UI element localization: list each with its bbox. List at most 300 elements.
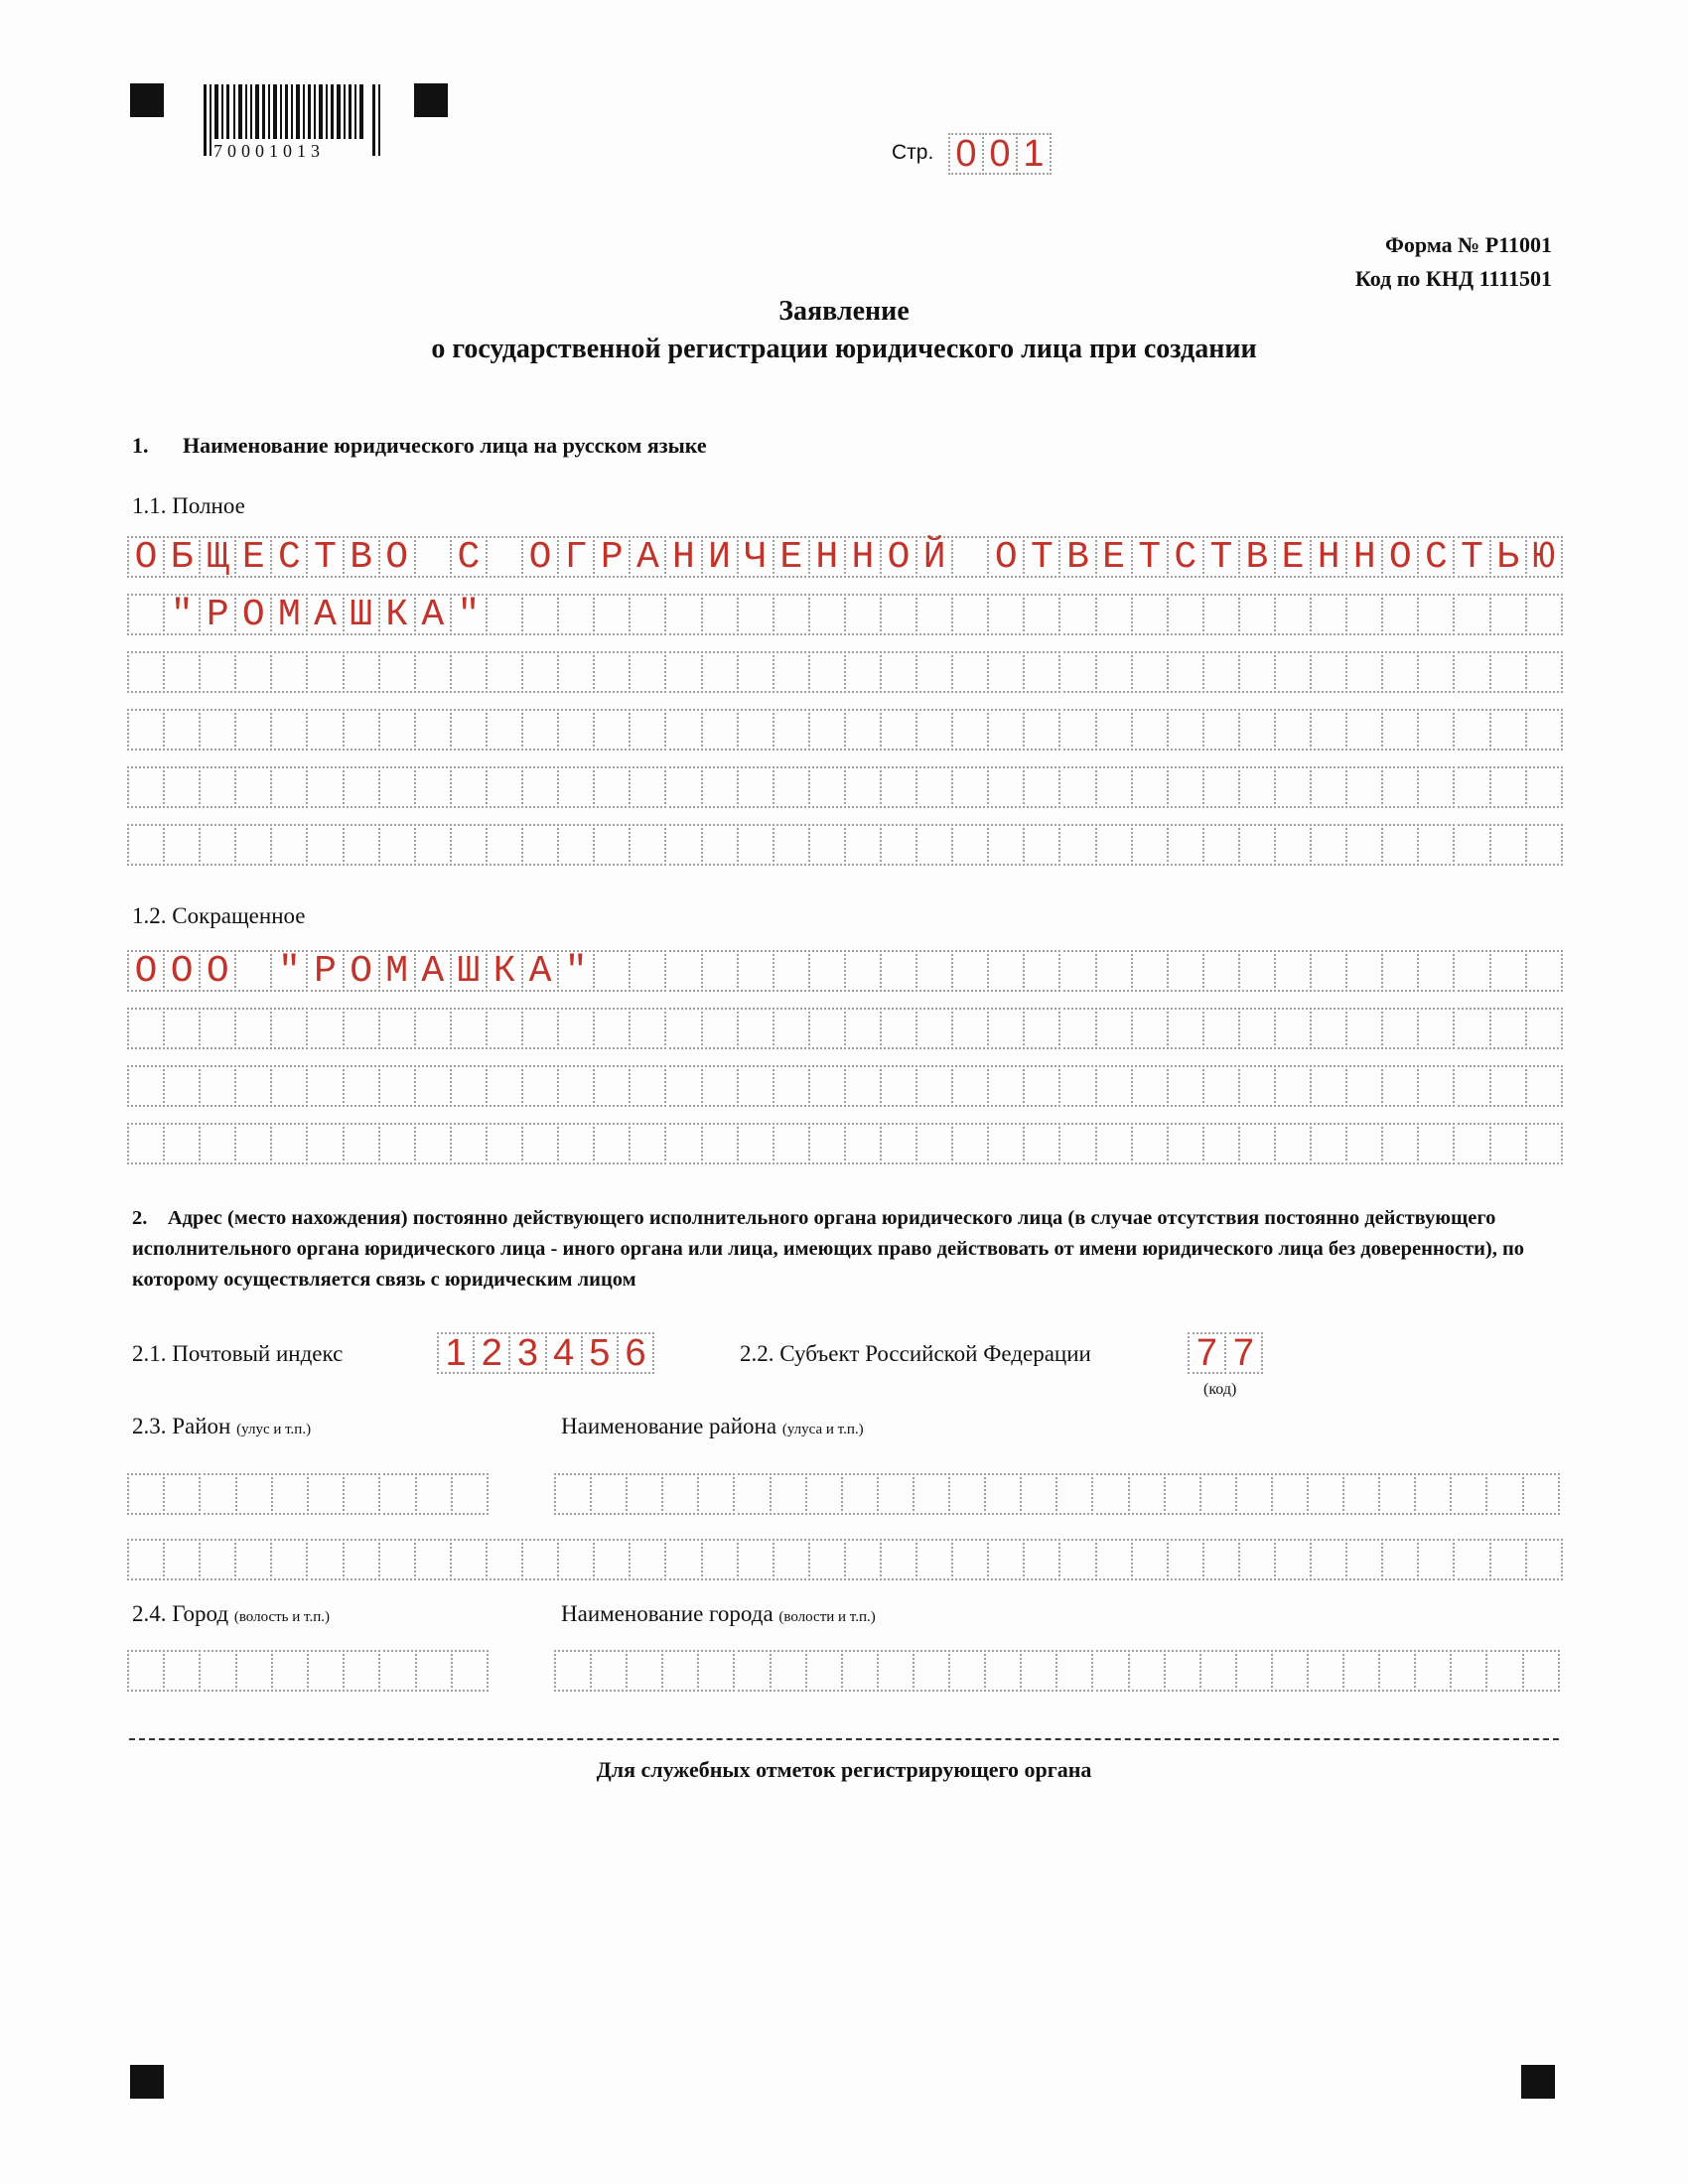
char-cell (127, 766, 165, 808)
char-cell (773, 1123, 810, 1164)
char-cell (1023, 824, 1060, 866)
char-cell (1453, 651, 1490, 693)
char-cell (629, 1008, 666, 1049)
char-cell (1310, 1539, 1347, 1580)
char-cell (1525, 651, 1563, 693)
char-cell (235, 1650, 273, 1692)
char-cell (1058, 709, 1096, 751)
char-cell (1095, 950, 1133, 992)
char-cell (1489, 709, 1527, 751)
char-cell (1131, 1539, 1169, 1580)
char-cell (127, 1008, 165, 1049)
char-cell (1238, 594, 1276, 635)
char-cell (163, 1473, 201, 1515)
char-cell (1489, 1123, 1527, 1164)
char-cell (593, 824, 631, 866)
short-name-row[interactable] (127, 1008, 1561, 1049)
full-name-row[interactable] (127, 766, 1561, 808)
char-cell (701, 1539, 739, 1580)
char-cell (378, 766, 416, 808)
char-cell: И (701, 536, 739, 578)
char-cell (701, 824, 739, 866)
district-name-label-text: Наименование района (561, 1414, 777, 1438)
char-cell (1525, 709, 1563, 751)
char-cell: О (521, 536, 559, 578)
char-cell: М (378, 950, 416, 992)
char-cell: К (378, 594, 416, 635)
char-cell (593, 1539, 631, 1580)
char-cell (1450, 1650, 1487, 1692)
full-name-row[interactable] (127, 824, 1561, 866)
char-cell: О (1381, 536, 1419, 578)
alignment-marker (414, 83, 448, 117)
char-cell (1095, 1539, 1133, 1580)
char-cell (1417, 594, 1455, 635)
char-cell (486, 594, 523, 635)
char-cell (199, 766, 236, 808)
char-cell (593, 594, 631, 635)
city-name-label (561, 1601, 876, 1627)
char-cell (378, 1123, 416, 1164)
char-cell (844, 950, 882, 992)
char-cell (127, 1539, 165, 1580)
char-cell (1023, 1065, 1060, 1107)
char-cell (486, 824, 523, 866)
char-cell (378, 1539, 416, 1580)
char-cell (1238, 1065, 1276, 1107)
char-cell (808, 651, 846, 693)
city-hint: (волость и т.п.) (233, 1609, 330, 1625)
char-cell (1310, 1065, 1347, 1107)
char-cell (199, 1650, 236, 1692)
char-cell: Е (1095, 536, 1133, 578)
char-cell: Ш (450, 950, 488, 992)
char-cell: О (199, 950, 236, 992)
char-cell (1381, 594, 1419, 635)
char-cell (593, 1008, 631, 1049)
char-cell (451, 1473, 489, 1515)
char-cell (915, 1008, 953, 1049)
char-cell (414, 1008, 452, 1049)
char-cell (127, 1473, 165, 1515)
char-cell (557, 766, 595, 808)
char-cell (987, 1008, 1025, 1049)
barcode-number: 70001013 (213, 141, 325, 161)
district-type-field[interactable] (127, 1539, 1561, 1580)
char-cell: Т (1453, 536, 1490, 578)
char-cell: 1 (437, 1332, 475, 1374)
char-cell (234, 824, 272, 866)
char-cell (163, 766, 201, 808)
char-cell (701, 1008, 739, 1049)
char-cell (199, 1008, 236, 1049)
char-cell (1058, 651, 1096, 693)
char-cell (880, 1539, 917, 1580)
char-cell (1023, 950, 1060, 992)
char-cell (1238, 1539, 1276, 1580)
char-cell (1342, 1473, 1380, 1515)
char-cell (1023, 651, 1060, 693)
district-type-field[interactable] (127, 1473, 487, 1515)
char-cell (378, 651, 416, 693)
char-cell (1417, 651, 1455, 693)
char-cell (1095, 1123, 1133, 1164)
district-name-hint: (улуса и т.п.) (781, 1422, 864, 1437)
district-hint: (улус и т.п.) (236, 1422, 312, 1437)
char-cell (773, 651, 810, 693)
char-cell: С (270, 536, 308, 578)
char-cell (737, 1008, 774, 1049)
char-cell (987, 950, 1025, 992)
char-cell (306, 1539, 344, 1580)
char-cell (984, 1473, 1022, 1515)
char-cell: " (450, 594, 488, 635)
char-cell: Н (1310, 536, 1347, 578)
char-cell (234, 709, 272, 751)
char-cell (629, 709, 666, 751)
char-cell: А (306, 594, 344, 635)
char-cell (486, 709, 523, 751)
char-cell: А (521, 950, 559, 992)
char-cell (1525, 594, 1563, 635)
char-cell (414, 651, 452, 693)
char-cell (486, 766, 523, 808)
char-cell (1417, 1539, 1455, 1580)
char-cell (1381, 1539, 1419, 1580)
char-cell (737, 824, 774, 866)
char-cell (1489, 824, 1527, 866)
char-cell (557, 1539, 595, 1580)
char-cell: О (987, 536, 1025, 578)
char-cell (1164, 1473, 1201, 1515)
char-cell (880, 1065, 917, 1107)
char-cell (808, 824, 846, 866)
char-cell (1417, 1065, 1455, 1107)
char-cell (414, 1539, 452, 1580)
char-cell (664, 651, 702, 693)
short-name-row[interactable] (127, 950, 1561, 992)
char-cell (486, 651, 523, 693)
char-cell: Н (664, 536, 702, 578)
char-cell: В (343, 536, 380, 578)
char-cell (1345, 1008, 1383, 1049)
char-cell (626, 1473, 663, 1515)
char-cell (1128, 1473, 1166, 1515)
char-cell (915, 766, 953, 808)
char-cell (770, 1650, 807, 1692)
char-cell (773, 594, 810, 635)
char-cell (915, 1123, 953, 1164)
char-cell (1095, 651, 1133, 693)
char-cell (1058, 1008, 1096, 1049)
subject-label: 2.2. Субъект Российской Федерации (740, 1341, 1091, 1366)
char-cell (844, 1008, 882, 1049)
char-cell: Щ (199, 536, 236, 578)
char-cell (880, 651, 917, 693)
char-cell (951, 824, 989, 866)
char-cell (306, 651, 344, 693)
char-cell (701, 1065, 739, 1107)
char-cell (808, 709, 846, 751)
char-cell (1310, 594, 1347, 635)
char-cell: 3 (508, 1332, 546, 1374)
char-cell (1095, 1065, 1133, 1107)
char-cell (987, 1539, 1025, 1580)
char-cell (1522, 1473, 1560, 1515)
char-cell (450, 1539, 488, 1580)
char-cell (1381, 766, 1419, 808)
char-cell (127, 594, 165, 635)
char-cell (1131, 709, 1169, 751)
char-cell: 1 (1016, 133, 1052, 175)
char-cell (1489, 1008, 1527, 1049)
char-cell (1095, 594, 1133, 635)
char-cell (1345, 651, 1383, 693)
char-cell (880, 766, 917, 808)
char-cell (701, 950, 739, 992)
city-name-hint: (волости и т.п.) (778, 1609, 876, 1625)
char-cell (915, 651, 953, 693)
char-cell (737, 709, 774, 751)
char-cell (1453, 1065, 1490, 1107)
char-cell (1131, 1008, 1169, 1049)
char-cell (951, 536, 989, 578)
char-cell (1274, 1123, 1312, 1164)
char-cell (306, 709, 344, 751)
short-name-row[interactable] (127, 1065, 1561, 1107)
char-cell: Р (593, 536, 631, 578)
char-cell (805, 1650, 843, 1692)
char-cell (1058, 1539, 1096, 1580)
char-cell (1485, 1473, 1523, 1515)
char-cell (697, 1650, 735, 1692)
char-cell (1058, 594, 1096, 635)
char-cell (593, 1123, 631, 1164)
char-cell (661, 1650, 699, 1692)
char-cell (1489, 1539, 1527, 1580)
short-name-row[interactable] (127, 1123, 1561, 1164)
char-cell (1378, 1473, 1416, 1515)
district-name-field[interactable] (554, 1473, 1558, 1515)
char-cell (664, 594, 702, 635)
district-label-text: 2.3. Район (132, 1414, 231, 1438)
char-cell (1131, 594, 1169, 635)
char-cell (486, 1008, 523, 1049)
char-cell (1167, 651, 1204, 693)
char-cell (1345, 1539, 1383, 1580)
char-cell (1167, 1065, 1204, 1107)
char-cell (737, 950, 774, 992)
char-cell (306, 1123, 344, 1164)
char-cell (557, 824, 595, 866)
full-name-row[interactable] (127, 536, 1561, 578)
form-number: Форма № Р11001 (1385, 232, 1552, 257)
postal-index-label: 2.1. Почтовый индекс (132, 1341, 344, 1366)
char-cell (1020, 1473, 1057, 1515)
char-cell (951, 709, 989, 751)
char-cell (880, 709, 917, 751)
char-cell (343, 824, 380, 866)
char-cell (343, 1539, 380, 1580)
char-cell: Й (915, 536, 953, 578)
char-cell (1202, 1123, 1240, 1164)
char-cell (343, 1065, 380, 1107)
char-cell: Ч (737, 536, 774, 578)
char-cell (1238, 651, 1276, 693)
char-cell (664, 1539, 702, 1580)
char-cell (1091, 1473, 1129, 1515)
char-cell (1023, 766, 1060, 808)
char-cell (343, 1473, 380, 1515)
char-cell (1417, 1123, 1455, 1164)
char-cell: Т (1202, 536, 1240, 578)
char-cell (163, 651, 201, 693)
char-cell (521, 824, 559, 866)
section-1-title: Наименование юридического лица на русском языке (183, 433, 707, 458)
char-cell (1453, 950, 1490, 992)
char-cell (1202, 950, 1240, 992)
char-cell (629, 1065, 666, 1107)
char-cell: Н (808, 536, 846, 578)
city-name-field[interactable] (554, 1650, 1558, 1692)
char-cell (987, 1123, 1025, 1164)
char-cell (808, 1008, 846, 1049)
char-cell (737, 1065, 774, 1107)
char-cell (1310, 651, 1347, 693)
char-cell (1095, 709, 1133, 751)
char-cell (1417, 1008, 1455, 1049)
char-cell (629, 766, 666, 808)
full-name-label: 1.1. Полное (132, 493, 245, 518)
char-cell (1345, 766, 1383, 808)
char-cell (987, 766, 1025, 808)
char-cell (1274, 1008, 1312, 1049)
char-cell (951, 1008, 989, 1049)
char-cell: А (629, 536, 666, 578)
district-label (132, 1414, 311, 1439)
char-cell (521, 1539, 559, 1580)
char-cell (733, 1650, 771, 1692)
char-cell (1131, 1065, 1169, 1107)
section-2-title (132, 1203, 1562, 1296)
char-cell: В (1238, 536, 1276, 578)
char-cell (1023, 709, 1060, 751)
char-cell (306, 1008, 344, 1049)
char-cell (199, 1539, 236, 1580)
char-cell (1095, 766, 1133, 808)
char-cell (808, 950, 846, 992)
postal-index-field[interactable] (437, 1332, 652, 1374)
char-cell (450, 1065, 488, 1107)
char-cell (199, 1473, 236, 1515)
char-cell (557, 651, 595, 693)
char-cell (378, 1065, 416, 1107)
char-cell: 0 (948, 133, 984, 175)
char-cell: О (378, 536, 416, 578)
char-cell (1238, 824, 1276, 866)
char-cell: К (486, 950, 523, 992)
char-cell: Н (844, 536, 882, 578)
subject-code-field[interactable] (1188, 1332, 1261, 1374)
char-cell (199, 1123, 236, 1164)
char-cell (378, 1473, 416, 1515)
char-cell (701, 709, 739, 751)
char-cell (701, 1123, 739, 1164)
char-cell (629, 824, 666, 866)
page-label: Стр. (892, 141, 934, 164)
char-cell (951, 950, 989, 992)
char-cell (270, 709, 308, 751)
char-cell: М (270, 594, 308, 635)
char-cell (913, 1650, 950, 1692)
char-cell (1525, 1065, 1563, 1107)
char-cell: О (880, 536, 917, 578)
char-cell (234, 1008, 272, 1049)
char-cell (1381, 1008, 1419, 1049)
city-name-label-text: Наименование города (561, 1601, 774, 1626)
char-cell (773, 1065, 810, 1107)
char-cell (948, 1473, 986, 1515)
char-cell (697, 1473, 735, 1515)
char-cell (1167, 824, 1204, 866)
char-cell (1058, 950, 1096, 992)
char-cell (1202, 651, 1240, 693)
char-cell (1131, 766, 1169, 808)
char-cell: С (1167, 536, 1204, 578)
page-subtitle: о государственной регистрации юридического лица при создании (431, 334, 1257, 364)
page-number-field[interactable] (948, 133, 1050, 175)
char-cell: Ь (1489, 536, 1527, 578)
char-cell (1058, 824, 1096, 866)
full-name-row[interactable] (127, 651, 1561, 693)
char-cell: 0 (982, 133, 1018, 175)
char-cell (915, 594, 953, 635)
char-cell (664, 1008, 702, 1049)
char-cell (450, 824, 488, 866)
char-cell (450, 1008, 488, 1049)
char-cell (199, 824, 236, 866)
full-name-row[interactable] (127, 709, 1561, 751)
char-cell (378, 709, 416, 751)
char-cell (414, 824, 452, 866)
char-cell (1525, 1008, 1563, 1049)
char-cell (1164, 1650, 1201, 1692)
char-cell (1238, 950, 1276, 992)
city-type-field[interactable] (127, 1650, 487, 1692)
char-cell (629, 594, 666, 635)
char-cell (593, 950, 631, 992)
char-cell (1525, 1539, 1563, 1580)
char-cell (1453, 709, 1490, 751)
char-cell (270, 1065, 308, 1107)
char-cell (987, 709, 1025, 751)
char-cell (307, 1473, 345, 1515)
char-cell (915, 950, 953, 992)
char-cell (880, 950, 917, 992)
char-cell (1453, 824, 1490, 866)
char-cell (951, 766, 989, 808)
char-cell (521, 1123, 559, 1164)
char-cell (844, 766, 882, 808)
char-cell: 4 (545, 1332, 583, 1374)
full-name-row[interactable] (127, 594, 1561, 635)
char-cell (1128, 1650, 1166, 1692)
char-cell: Б (163, 536, 201, 578)
char-cell (1055, 1650, 1093, 1692)
char-cell (378, 824, 416, 866)
char-cell (951, 594, 989, 635)
char-cell (234, 950, 272, 992)
